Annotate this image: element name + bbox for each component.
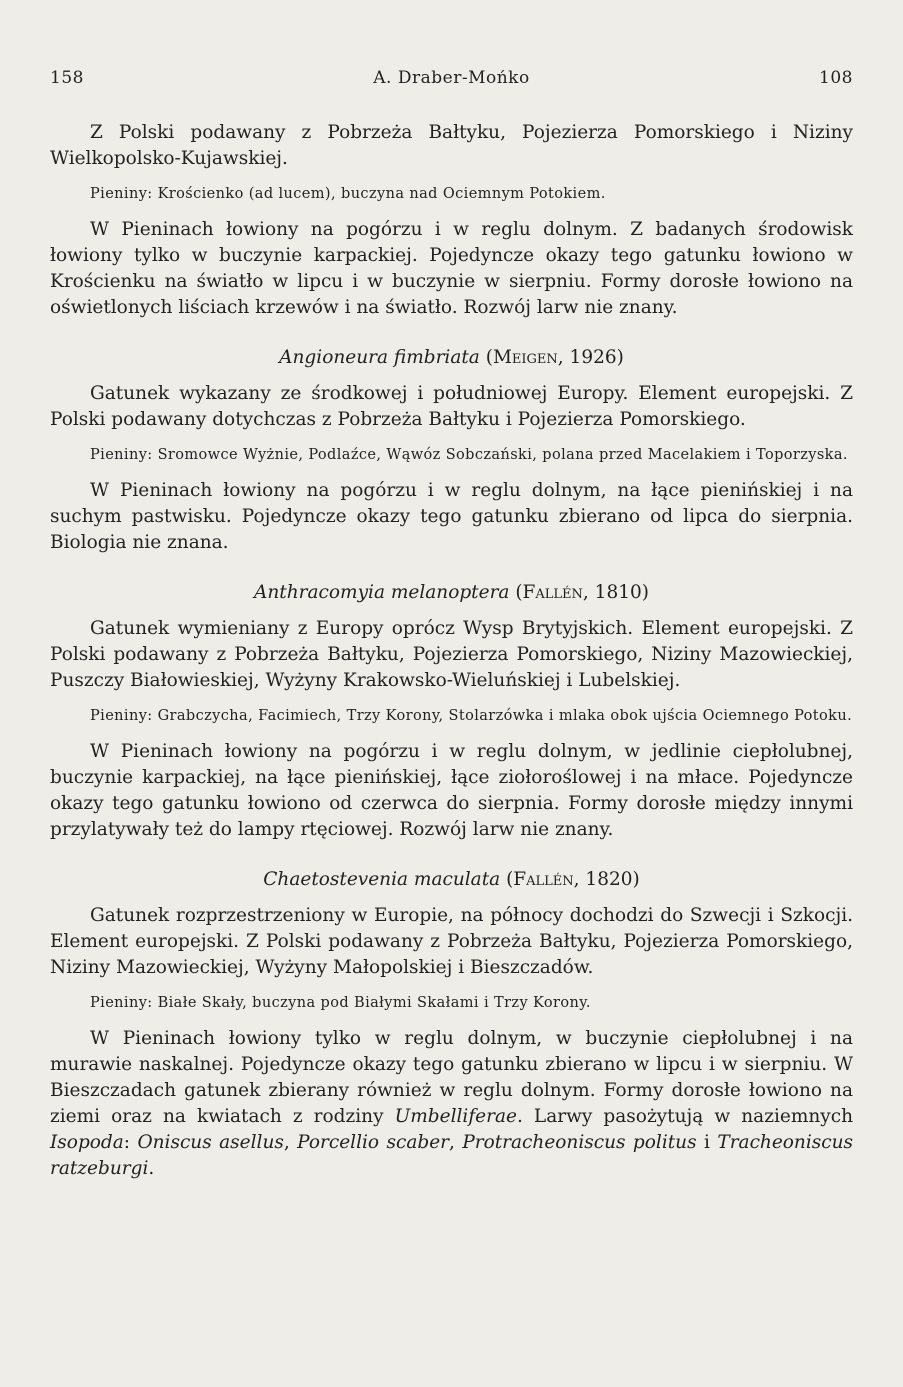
species-name: Anthracomyia melanoptera <box>254 582 510 603</box>
ecology-paragraph: W Pieninach łowiony tylko w reglu dolnym, w buczynie ciepłolubnej i na murawie naskalnej. Pojedyncze okazy tego gatunku zbierano w lipcu i w sierpniu. W Bieszczadach gatunek zbierany również w reglu dolnym. Formy dorosłe łowiono na ziemi oraz na kwiatach z rodziny Umbelliferae. Larwy pasożytują w naziemnych Isopoda: Oniscus asellus, Porcellio scaber, Protracheoniscus politus i Tracheoniscus ratzeburgi. <box>50 1028 854 1179</box>
distribution-paragraph: Gatunek rozprzestrzeniony w Europie, na północy dochodzi do Szwecji i Szkocji. Element europejski. Z Polski podawany z Pobrzeża Bałtyku, Pojezierza Pomorskiego, Niziny Mazowieckiej, Wyżyny Małopolskiej i Bieszczadów. <box>50 905 853 978</box>
page-content <box>50 120 853 1182</box>
intro-paragraph: Z Polski podawany z Pobrzeża Bałtyku, Pojezierza Pomorskiego i Niziny Wielkopolsko-Kujawskiej. <box>50 122 853 169</box>
species-author: Fallén <box>522 582 583 603</box>
species-author: Meigen <box>492 347 558 368</box>
page-number-left: 158 <box>50 68 84 88</box>
intro-locality: Pieniny: Krościenko (ad lucem), buczyna nad Ociemnym Potokiem. <box>90 186 606 202</box>
page-number-right: 108 <box>819 68 853 88</box>
distribution-paragraph: Gatunek wykazany ze środkowej i południowej Europy. Element europejski. Z Polski podawany dotychczas z Pobrzeża Bałtyku i Pojezierza Pomorskiego. <box>50 383 853 430</box>
species-heading-chaetostevenia: Chaetostevenia maculata (Fallén, 1820) <box>263 869 640 890</box>
intro-paragraph-2: W Pieninach łowiony na pogórzu i w reglu dolnym. Z badanych środowisk łowiony tylko w buczynie karpackiej. Pojedyncze okazy tego gatunku łowiono w Krościenku na światło w lipcu i w buczynie w sierpniu. Formy dorosłe łowiono na oświetlonych liściach krzewów i na światło. Rozwój larw nie znany. <box>50 219 853 318</box>
ecology-paragraph: W Pieninach łowiony na pogórzu i w reglu dolnym, na łące pienińskiej i na suchym pastwisku. Pojedyncze okazy tego gatunku zbierano od lipca do sierpnia. Biologia nie znana. <box>50 480 853 553</box>
ecology-paragraph: W Pieninach łowiony na pogórzu i w reglu dolnym, w jedlinie ciepłolubnej, buczynie karpackiej, na łące pienińskiej, łące ziołoroślowej i na młace. Pojedyncze okazy tego gatunku łowiono od czerwca do sierpnia. Formy dorosłe między innymi przylatywały też do lampy rtęciowej. Rozwój larw nie znany. <box>50 741 853 840</box>
species-heading-anthracomyia: Anthracomyia melanoptera (Fallén, 1810) <box>254 582 649 603</box>
locality-paragraph: Pieniny: Sromowce Wyżnie, Podlaźce, Wąwóz Sobczański, polana przed Macelakiem i Toporzyska. <box>90 447 848 463</box>
species-author: Fallén <box>513 869 574 890</box>
locality-paragraph: Pieniny: Grabczycha, Facimiech, Trzy Korony, Stolarzówka i mlaka obok ujścia Ociemnego Potoku. <box>90 708 853 724</box>
locality-paragraph: Pieniny: Białe Skały, buczyna pod Białymi Skałami i Trzy Korony. <box>90 995 591 1011</box>
species-name: Angioneura fimbriata <box>279 347 480 368</box>
species-name: Chaetostevenia maculata <box>263 869 501 890</box>
page-header <box>50 68 853 94</box>
species-heading-angioneura: Angioneura fimbriata (Meigen, 1926) <box>279 347 624 368</box>
running-author: A. Draber-Mońko <box>373 68 530 88</box>
distribution-paragraph: Gatunek wymieniany z Europy oprócz Wysp Brytyjskich. Element europejski. Z Polski podawany z Pobrzeża Bałtyku, Pojezierza Pomorskiego, Niziny Mazowieckiej, Puszczy Białowieskiej, Wyżyny Krakowsko-Wieluńskiej i Lubelskiej. <box>50 618 853 691</box>
